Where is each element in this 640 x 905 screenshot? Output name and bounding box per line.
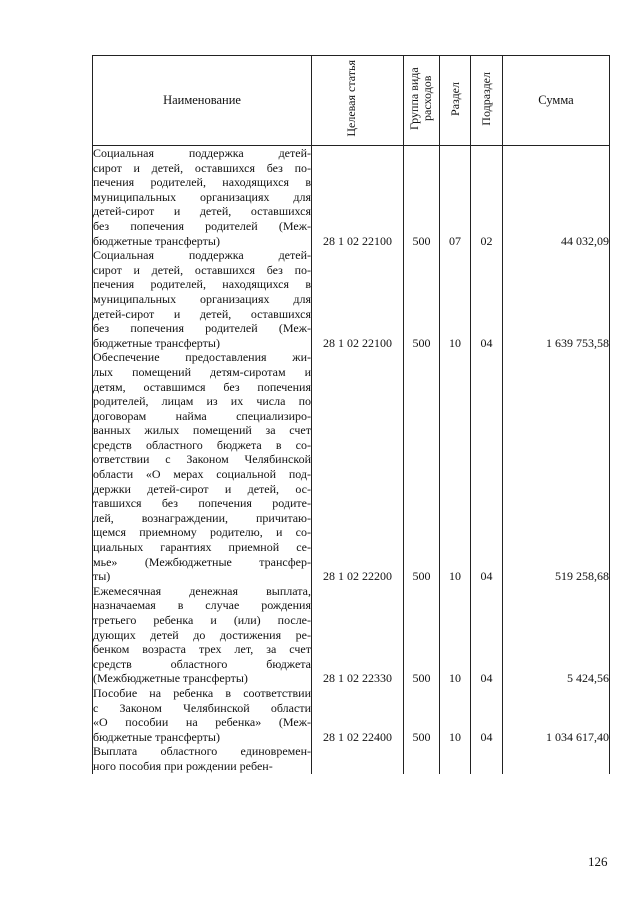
row-section: 10	[440, 584, 471, 686]
table-row	[93, 744, 610, 773]
row-name-line: Ежемесячная денежная выплата,	[93, 583, 311, 598]
row-name-line: мье» (Межбюджетные трансфер-	[93, 554, 311, 569]
header-expense-group: Группа вида расходов	[404, 56, 440, 146]
table-row	[93, 248, 610, 350]
table-body	[93, 146, 610, 774]
row-name-line: печения родителей, находящихся в	[93, 277, 311, 292]
row-expense-group: 500	[404, 146, 440, 249]
row-name-cell	[93, 248, 312, 350]
row-target-article: 28 1 02 22200	[312, 350, 404, 584]
row-expense-group: 500	[404, 584, 440, 686]
row-section	[440, 744, 471, 773]
row-name-line: без попечения родителей (Меж-	[93, 321, 311, 336]
row-name-line: муниципальных организациях для	[93, 291, 311, 306]
row-name-line: сирот и детей, оставшихся без по-	[93, 262, 311, 277]
row-target-article	[312, 744, 404, 773]
row-expense-group	[404, 744, 440, 773]
row-amount: 1 639 753,58	[503, 248, 610, 350]
row-name-line: третьего ребенка и (или) после-	[93, 613, 311, 627]
row-name-line: средств областного бюджета	[93, 656, 311, 671]
row-subsection: 04	[471, 248, 503, 350]
row-name-line: детей-сирот и детей, оставшихся	[93, 204, 311, 219]
row-name-line: средств областного бюджета в со-	[93, 437, 311, 452]
row-name-cell	[93, 744, 312, 773]
row-section: 07	[440, 146, 471, 249]
row-name-line: ответствии с Законом Челябинской	[93, 452, 311, 467]
row-name-line: бюджетные трансферты)	[93, 335, 220, 350]
row-amount: 519 258,68	[503, 350, 610, 584]
header-section: Раздел	[440, 56, 471, 146]
row-name-line: щемся приемному родителю, и со-	[93, 525, 311, 540]
row-name-line: Социальная поддержка детей-	[93, 146, 311, 160]
row-section: 10	[440, 350, 471, 584]
row-name-line: Обеспечение предоставления жи-	[93, 350, 311, 365]
header-amount: Сумма	[503, 56, 610, 146]
row-name-line: лых помещений детям-сиротам и	[93, 364, 311, 379]
page-number: 126	[588, 854, 608, 869]
row-name-line: детей-сирот и детей, оставшихся	[93, 306, 311, 321]
row-target-article: 28 1 02 22100	[312, 248, 404, 350]
row-name-line: детям, оставшимся без попечения	[93, 379, 311, 394]
row-subsection: 04	[471, 584, 503, 686]
row-name-cell	[93, 584, 312, 686]
row-expense-group: 500	[404, 686, 440, 744]
row-name-cell	[93, 146, 312, 249]
row-amount: 1 034 617,40	[503, 686, 610, 744]
row-name-line: сирот и детей, оставшихся без по-	[93, 160, 311, 175]
row-section: 10	[440, 248, 471, 350]
row-name-line: (Межбюджетные трансферты)	[93, 671, 248, 686]
row-name-line: ного пособия при рождении ребен-	[93, 758, 273, 773]
row-amount: 5 424,56	[503, 584, 610, 686]
row-name-line: дующих детей до достижения ре-	[93, 627, 311, 642]
row-subsection	[471, 744, 503, 773]
row-target-article: 28 1 02 22100	[312, 146, 404, 249]
row-target-article: 28 1 02 22400	[312, 686, 404, 744]
header-name: Наименование	[93, 56, 312, 146]
row-subsection: 02	[471, 146, 503, 249]
row-name-line: лей, вознаграждении, причитаю-	[93, 510, 311, 525]
row-name-line: бюджетные трансферты)	[93, 729, 220, 744]
row-amount	[503, 744, 610, 773]
row-name-line: тавшихся без попечения родите-	[93, 496, 311, 511]
table-row	[93, 350, 610, 584]
row-name-line: Социальная поддержка детей-	[93, 248, 311, 263]
row-name-line: без попечения родителей (Меж-	[93, 218, 311, 233]
table-row	[93, 686, 610, 744]
row-name-line: родителей, лицам из их числа по	[93, 394, 311, 409]
row-name-line: циальных гарантиях приемной се-	[93, 540, 311, 555]
row-name-line: назначаемая в случае рождения	[93, 598, 311, 613]
table-header-row	[93, 56, 610, 146]
row-expense-group: 500	[404, 350, 440, 584]
row-name-line: договорам найма специализиро-	[93, 408, 311, 423]
header-subsection: Подраздел	[471, 56, 503, 146]
row-amount: 44 032,09	[503, 146, 610, 249]
row-name-line: «О пособии на ребенка» (Меж-	[93, 715, 311, 730]
row-name-line: бенком возраста трех лет, за счет	[93, 642, 311, 657]
row-name-line: Выплата областного единовремен-	[93, 744, 311, 759]
row-name-line: области «О мерах социальной под-	[93, 467, 311, 482]
row-name-line: ванных жилых помещений за счет	[93, 423, 311, 438]
budget-table	[92, 55, 610, 774]
row-name-line: ты)	[93, 569, 111, 584]
row-name-cell	[93, 350, 312, 584]
row-name-line: печения родителей, находящихся в	[93, 175, 311, 190]
row-subsection: 04	[471, 686, 503, 744]
table-row	[93, 146, 610, 249]
row-name-line: с Законом Челябинской области	[93, 700, 311, 715]
row-name-line: Пособие на ребенка в соответствии	[93, 685, 311, 700]
row-name-line: муниципальных организациях для	[93, 189, 311, 204]
row-target-article: 28 1 02 22330	[312, 584, 404, 686]
row-name-line: держки детей-сирот и детей, ос-	[93, 481, 311, 496]
row-subsection: 04	[471, 350, 503, 584]
table-row	[93, 584, 610, 686]
row-name-cell	[93, 686, 312, 744]
row-section: 10	[440, 686, 471, 744]
row-name-line: бюджетные трансферты)	[93, 233, 220, 248]
header-target-article: Целевая статья	[312, 56, 404, 146]
row-expense-group: 500	[404, 248, 440, 350]
